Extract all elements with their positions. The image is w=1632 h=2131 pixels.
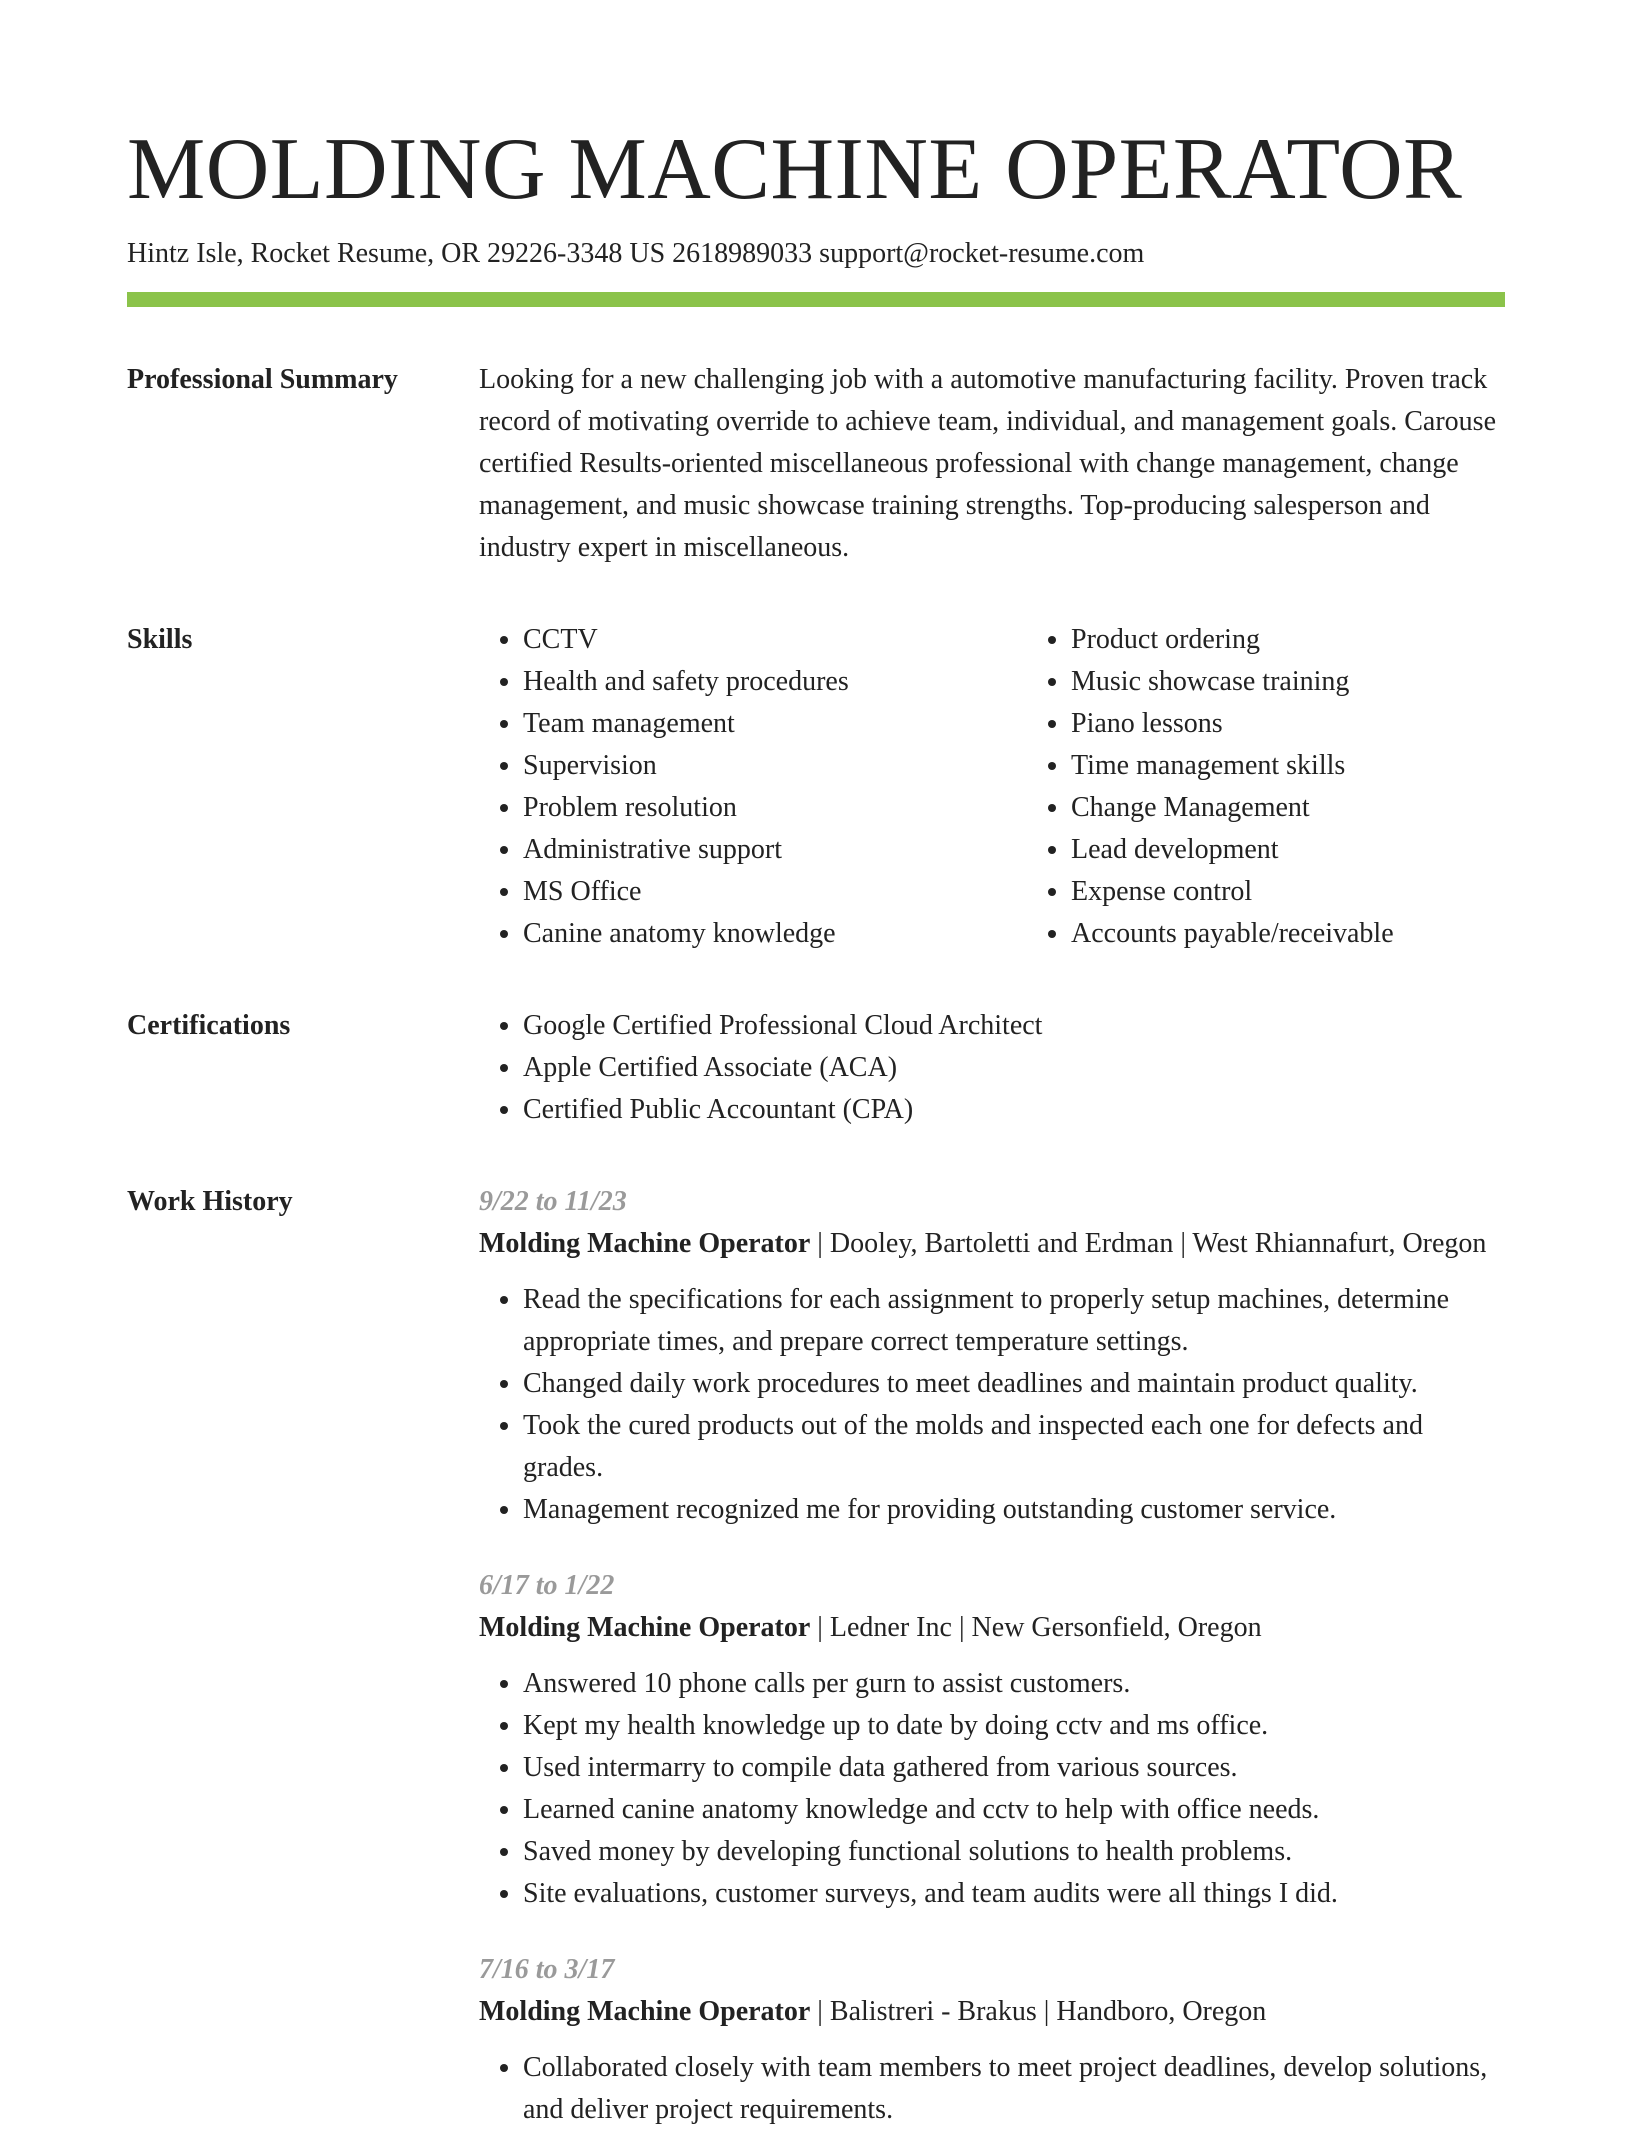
certification-item: • Apple Certified Associate (ACA) [523, 1047, 1505, 1089]
job-bullet: • Answered 10 phone calls per gurn to assist customers. [523, 1663, 1505, 1705]
job-title: Molding Machine Operator [479, 1612, 811, 1643]
skill-item: • Piano lessons [1071, 703, 1505, 745]
job-bullet: • Used intermarry to compile data gathered from various sources. [523, 1747, 1505, 1789]
job-bullet: • Site evaluations, customer surveys, and team audits were all things I did. [523, 1873, 1505, 1915]
skill-item: • Canine anatomy knowledge [523, 913, 1027, 955]
section-label-certifications: Certifications [127, 1010, 291, 1041]
job-title: Molding Machine Operator [479, 1996, 811, 2027]
section-label-skills: Skills [127, 624, 193, 655]
summary-section [127, 359, 1505, 569]
job-employer-location: | Balistreri - Brakus | Handboro, Oregon [810, 1996, 1267, 2027]
job-bullet: • Read the specifications for each assignment to properly setup machines, determine appropriate times, and prepare correct temperature settings. [523, 1279, 1505, 1363]
job-entry [479, 1949, 1505, 2131]
skill-item: • Expense control [1071, 871, 1505, 913]
contact-line: Hintz Isle, Rocket Resume, OR 29226-3348 US 2618989033 support@rocket-resume.com [127, 238, 1145, 269]
job-bullets [479, 2047, 1505, 2131]
job-heading [479, 1607, 1505, 1649]
certifications-list [479, 1005, 1505, 1131]
job-bullets [479, 1663, 1505, 1915]
skill-item: • Lead development [1071, 829, 1505, 871]
skill-item: • Accounts payable/receivable [1071, 913, 1505, 955]
job-bullet: • Management recognized me for providing outstanding customer service. [523, 1489, 1505, 1531]
skill-item: • Problem resolution [523, 787, 1027, 829]
job-dates: 6/17 to 1/22 [479, 1570, 615, 1601]
job-entry [479, 1565, 1505, 1915]
skills-list-right [1027, 619, 1505, 955]
certifications-section [127, 1005, 1505, 1131]
resume-name: MOLDING MACHINE OPERATOR [127, 121, 1463, 218]
job-bullet: • Changed daily work procedures to meet deadlines and maintain product quality. [523, 1363, 1505, 1405]
certification-item: • Google Certified Professional Cloud Architect [523, 1005, 1505, 1047]
skill-item: • Health and safety procedures [523, 661, 1027, 703]
job-bullet: • Collaborated closely with team members to meet project deadlines, develop solutions, and deliver project requirements. [523, 2047, 1505, 2131]
job-employer-location: | Dooley, Bartoletti and Erdman | West Rhiannafurt, Oregon [810, 1228, 1487, 1259]
skill-item: • Music showcase training [1071, 661, 1505, 703]
job-bullet: • Learned canine anatomy knowledge and cctv to help with office needs. [523, 1789, 1505, 1831]
skills-section [127, 619, 1505, 955]
skill-item: • CCTV [523, 619, 1027, 661]
skill-item: • Team management [523, 703, 1027, 745]
skill-item: • Time management skills [1071, 745, 1505, 787]
skill-item: • Product ordering [1071, 619, 1505, 661]
job-entry [479, 1181, 1505, 1531]
skill-item: • Change Management [1071, 787, 1505, 829]
job-dates: 9/22 to 11/23 [479, 1186, 627, 1217]
job-bullet: • Kept my health knowledge up to date by doing cctv and ms office. [523, 1705, 1505, 1747]
job-bullet: • Took the cured products out of the molds and inspected each one for defects and grades. [523, 1405, 1505, 1489]
job-employer-location: | Ledner Inc | New Gersonfield, Oregon [810, 1612, 1262, 1643]
certification-item: • Certified Public Accountant (CPA) [523, 1089, 1505, 1131]
work-history-section [127, 1181, 1505, 2131]
skill-item: • Administrative support [523, 829, 1027, 871]
skill-item: • Supervision [523, 745, 1027, 787]
job-title: Molding Machine Operator [479, 1228, 811, 1259]
section-label-work-history: Work History [127, 1186, 293, 1217]
job-bullet: • Saved money by developing functional solutions to health problems. [523, 1831, 1505, 1873]
job-bullets [479, 1279, 1505, 1531]
summary-text: Looking for a new challenging job with a automotive manufacturing facility. Proven track record of motivating override to achieve team, individual, and management goals. Carouse certified Results-oriented miscellaneous professional with change management, change management, and music showcase training strengths. Top-producing salesperson and industry expert in miscellaneous. [479, 364, 1496, 563]
job-heading [479, 1223, 1505, 1265]
section-label-summary: Professional Summary [127, 364, 398, 395]
skill-item: • MS Office [523, 871, 1027, 913]
header-divider [127, 292, 1505, 307]
job-heading [479, 1991, 1505, 2033]
skills-list-left [479, 619, 1027, 955]
job-dates: 7/16 to 3/17 [479, 1954, 615, 1985]
